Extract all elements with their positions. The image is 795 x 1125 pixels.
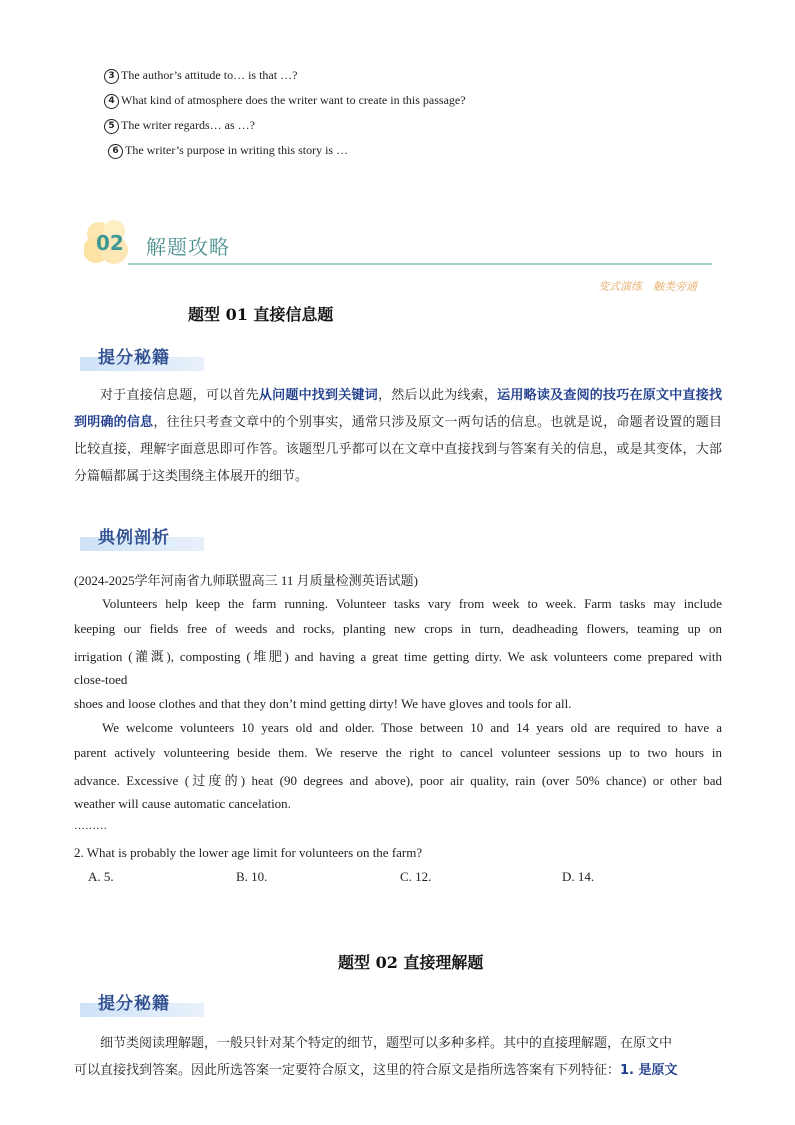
tips-text: 可以直接找到答案。因此所选答案一定要符合原文，这里的符合原文是指所选答案有下列特征： — [74, 1063, 621, 1078]
source-line: (2024-2025学年河南省九师联盟高三 11 月质量检测英语试题) — [74, 573, 419, 588]
passage-line: close-toed — [74, 672, 128, 687]
ellipsis-line: ……… — [74, 820, 107, 832]
question-text: The writer regards… as …? — [121, 118, 255, 132]
circled-number: 4 — [104, 94, 119, 109]
type-title: 题型 02 直接理解题 — [338, 953, 484, 972]
section-number: 02 — [96, 231, 124, 255]
passage-line: advance. Excessive (过度的) heat (90 degrees and above), poor air quality, rain (over 50% chance) or other bad — [74, 773, 722, 788]
tips-text: ，往往只考查文章中的个别事实，通常只涉及原文一两句话的信息。也就是说，命题者设置的题目比较直接，理解字面意思即可作答。该题型几乎都可以在文章中直接找到与答案有关的信息，或是其变体，大部分篇幅都属于这类围绕主体展开的细节。 — [74, 415, 722, 484]
circled-number: 6 — [108, 144, 123, 159]
tips-text: 对于直接信息题，可以首先 — [100, 388, 259, 403]
question-text: The writer’s purpose in writing this story is … — [125, 143, 349, 157]
passage-line: shoes and loose clothes and that they don’t mind getting dirty! We have gloves and tools for all. — [74, 696, 572, 711]
tips-banner — [80, 341, 204, 371]
option-b: B. 10. — [236, 869, 268, 884]
passage-line: parent actively volunteering beside them. We reserve the right to cancel volunteer sessions up to two hours in — [74, 745, 722, 760]
option-d: D. 14. — [562, 869, 595, 884]
section-divider — [128, 263, 712, 265]
question-text: The author’s attitude to… is that …? — [121, 68, 298, 82]
circled-number: 3 — [104, 69, 119, 84]
passage-line: keeping our fields free of weeds and rocks, planting new crops in turn, deadheading flowers, teaming up on — [74, 621, 722, 636]
type-title: 题型 01 直接信息题 — [188, 305, 334, 324]
passage-line: weather will cause automatic cancelation. — [74, 796, 291, 811]
question-text: What kind of atmosphere does the writer want to create in this passage? — [121, 93, 466, 107]
option-a: A. 5. — [88, 869, 114, 884]
tips-highlight: 从问题中找到关键词 — [258, 388, 378, 403]
banner-label: 提分秘籍 — [98, 994, 170, 1014]
passage-line: irrigation (灌溉), composting (堆肥) and having a great time getting dirty. We ask volunteers come prepared with — [74, 649, 722, 664]
question-item — [104, 118, 255, 134]
section-subtitle: 变式演练 触类旁通 — [598, 280, 697, 293]
passage-line: Volunteers help keep the farm running. Volunteer tasks vary from week to week. Farm tasks may include — [102, 596, 722, 611]
question-item — [108, 143, 348, 159]
example-banner — [80, 521, 204, 551]
question-item — [104, 93, 466, 109]
question-item — [104, 68, 297, 84]
passage-line: We welcome volunteers 10 years old and older. Those between 10 and 14 years old are required to have a — [102, 720, 722, 735]
tips-paragraph — [74, 382, 722, 490]
banner-label: 提分秘籍 — [98, 348, 170, 368]
tips-line: 细节类阅读理解题，一般只针对某个特定的细节，题型可以多种多样。其中的直接理解题，在原文中 — [100, 1036, 673, 1051]
section-title: 解题攻略 — [146, 235, 230, 259]
option-c: C. 12. — [400, 869, 432, 884]
tips-banner — [80, 987, 204, 1017]
circled-number: 5 — [104, 119, 119, 134]
tips-highlight: 1. 是原文 — [620, 1063, 678, 1078]
question-line: 2. What is probably the lower age limit for volunteers on the farm? — [74, 845, 423, 860]
tips-text: ，然后以此为线索， — [378, 388, 498, 403]
tips-line — [74, 1057, 722, 1084]
banner-label: 典例剖析 — [98, 528, 170, 548]
tips-highlight: 运用略读及查阅的技巧在原文中直接找到明确的信息 — [74, 388, 722, 430]
